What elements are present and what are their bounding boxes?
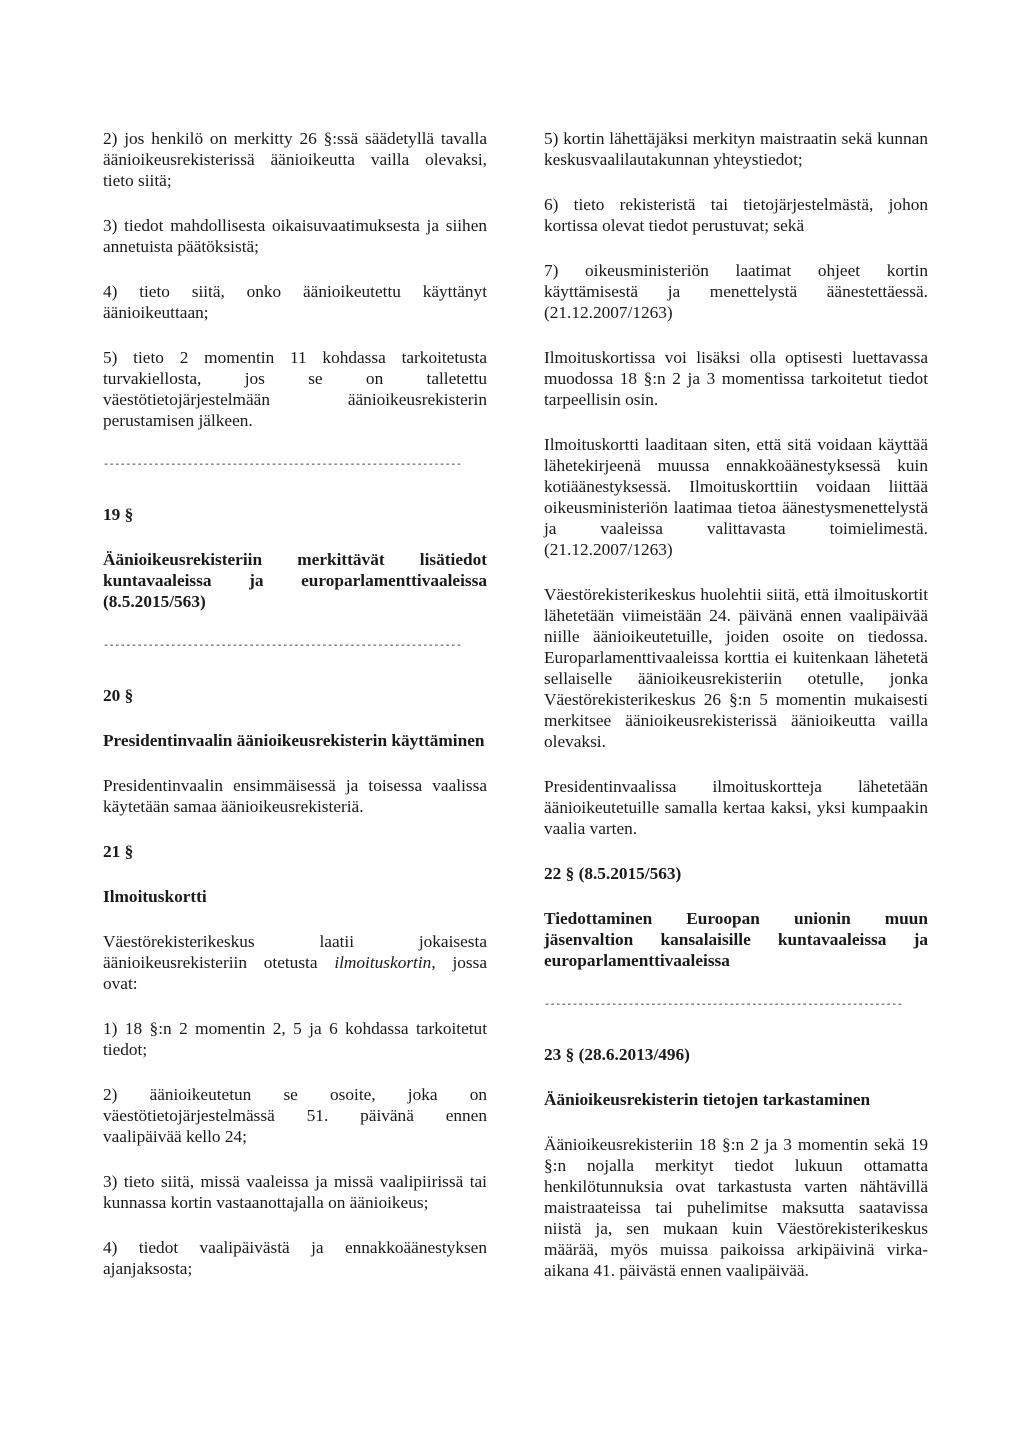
list-item-3: 3) tiedot mahdollisesta oikaisuvaatimuksesta ja siihen annetuista päätöksistä; xyxy=(103,216,487,256)
section-heading-21: Ilmoituskortti xyxy=(103,887,207,906)
intro-text: Väestörekisterikeskus laatii jokaisesta äänioikeusrekisteriin otetusta xyxy=(103,932,487,972)
right-column xyxy=(544,128,928,1305)
list-item-5: 5) kortin lähettäjäksi merkityn maistraatin sekä kunnan keskusvaalilautakunnan yhteystiedot; xyxy=(544,129,928,169)
section-heading-23: Äänioikeusrekisterin tietojen tarkastaminen xyxy=(544,1090,871,1109)
section-text-23: Äänioikeusrekisteriin 18 §:n 2 ja 3 momentin sekä 19 §:n nojalla merkityt tiedot lukuun ottamatta henkilötunnuksia ovat tarkastusta varten nähtävillä maistraateissa tai puhelimitse maksutta saatavissa niistä ja, sen mukaan kuin Väestörekisterikeskus määrää, myös muissa paikoissa arkipäivinä virka-aikana 41. päivästä ennen vaalipäivää. xyxy=(544,1135,928,1280)
section-divider: ---------------------------------------------------------------- xyxy=(544,1000,903,1011)
paragraph-sending: Väestörekisterikeskus huolehtii siitä, että ilmoituskortit lähetetään viimeistään 24. päivänä ennen vaalipäivää niille äänioikeutetuille, joiden osoite on tiedossa. Europarlamenttivaaleissa korttia ei kuitenkaan lähetetä sellaiselle äänioikeusrekisteriin otetulle, jonka Väestörekisterikeskus 26 §:n 5 momentin mukaisesti merkitsee äänioikeusrekisterissä äänioikeutta vailla olevaksi. xyxy=(544,585,928,751)
section-number-20: 20 § xyxy=(103,686,134,705)
list-item-6: 6) tieto rekisteristä tai tietojärjestelmästä, johon kortissa olevat tiedot perustuvat; sekä xyxy=(544,195,928,235)
list-item-4: 4) tieto siitä, onko äänioikeutettu käyttänyt äänioikeuttaan; xyxy=(103,282,487,322)
section-text-20: Presidentinvaalin ensimmäisessä ja toisessa vaalissa käytetään samaa äänioikeusrekisteriä. xyxy=(103,776,487,816)
section-number-23: 23 § (28.6.2013/496) xyxy=(544,1045,690,1064)
section-divider: ---------------------------------------------------------------- xyxy=(103,460,462,471)
list-item-1: 1) 18 §:n 2 momentin 2, 5 ja 6 kohdassa tarkoitetut tiedot; xyxy=(103,1019,487,1059)
intro-emphasis: ilmoituskortin xyxy=(334,953,432,972)
list-item-3: 3) tieto siitä, missä vaaleissa ja missä vaalipiirissä tai kunnassa kortin vastaanottajalla on äänioikeus; xyxy=(103,1172,487,1212)
paragraph-card-format: Ilmoituskortti laaditaan siten, että sitä voidaan käyttää lähetekirjeenä muussa ennakkoäänestyksessä kuin kotiäänestyksessä. Ilmoituskorttiin voidaan liittää oikeusministeriön laatimaa tietoa äänestysmenettelystä ja vaaleissa valittavasta toimielimestä. (21.12.2007/1263) xyxy=(544,435,928,559)
section-heading-22: Tiedottaminen Euroopan unionin muun jäsenvaltion kansalaisille kuntavaaleissa ja europarlamenttivaaleissa xyxy=(544,909,928,970)
intro-text-end: , jossa ovat: xyxy=(103,953,487,993)
section-number-22: 22 § (8.5.2015/563) xyxy=(544,864,682,883)
section-number-19: 19 § xyxy=(103,505,134,524)
list-item-5: 5) tieto 2 momentin 11 kohdassa tarkoitetusta turvakiellosta, jos se on talletettu väestötietojärjestelmään äänioikeusrekisterin perustamisen jälkeen. xyxy=(103,348,487,430)
list-item-7: 7) oikeusministeriön laatimat ohjeet kortin käyttämisestä ja menettelystä äänestettäessä. (21.12.2007/1263) xyxy=(544,261,928,322)
list-item-2: 2) jos henkilö on merkitty 26 §:ssä säädetyllä tavalla äänioikeusrekisterissä äänioikeutta vailla olevaksi, tieto siitä; xyxy=(103,129,487,190)
list-item-4: 4) tiedot vaalipäivästä ja ennakkoäänestyksen ajanjaksosta; xyxy=(103,1238,487,1278)
paragraph-presidential: Presidentinvaalissa ilmoituskortteja lähetetään äänioikeutetuille samalla kertaa kaksi, yksi kumpaakin vaalia varten. xyxy=(544,777,928,838)
paragraph-optical: Ilmoituskortissa voi lisäksi olla optisesti luettavassa muodossa 18 §:n 2 ja 3 momentissa tarkoitetut tiedot tarpeellisin osin. xyxy=(544,348,928,409)
section-divider: ---------------------------------------------------------------- xyxy=(103,641,462,652)
list-item-2: 2) äänioikeutetun se osoite, joka on väestötietojärjestelmässä 51. päivänä ennen vaalipäivää kello 24; xyxy=(103,1085,487,1146)
section-heading-20: Presidentinvaalin äänioikeusrekisterin käyttäminen xyxy=(103,731,485,750)
section-number-21: 21 § xyxy=(103,842,134,861)
section-text-21 xyxy=(103,931,487,994)
left-column xyxy=(103,128,487,1303)
section-heading-19: Äänioikeusrekisteriin merkittävät lisätiedot kuntavaaleissa ja europarlamenttivaaleissa (8.5.2015/563) xyxy=(103,550,487,611)
